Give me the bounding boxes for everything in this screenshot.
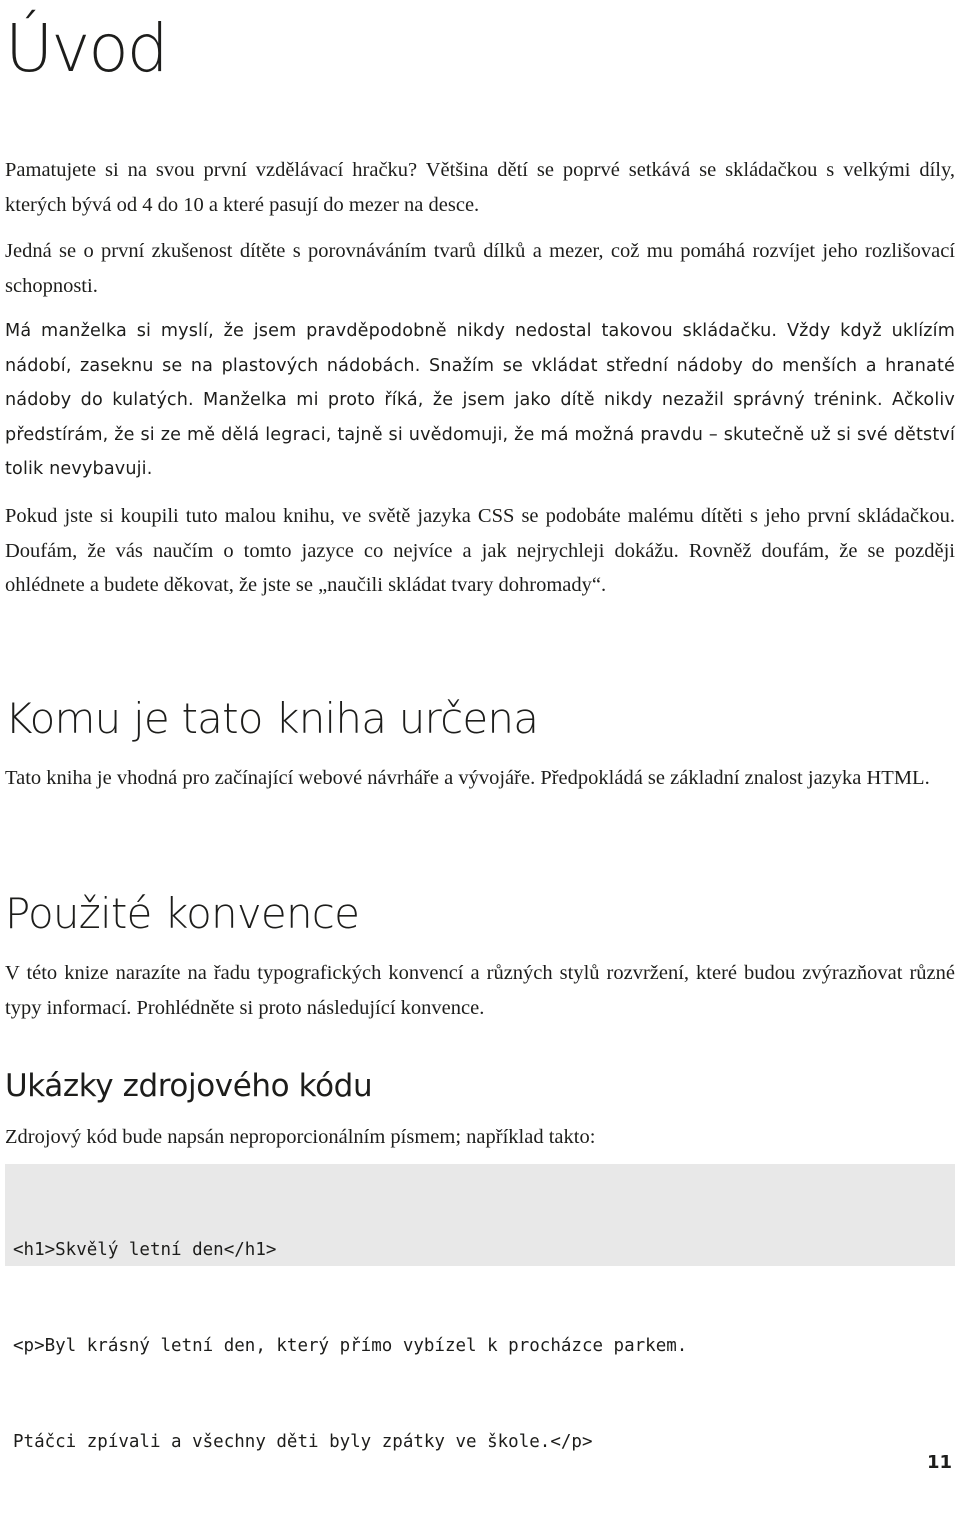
intro-paragraph-4: Pokud jste si koupili tuto malou knihu, ve světě jazyka CSS se podobáte malému dítěti s jeho první skládačkou. Doufám, že vás naučím o tomto jazyce co nejvíce a jak nejrychleji dokážu. Rovněž doufám, že se později ohlédnete a budete děkovat, že jste se „naučili skládat tvary dohromady“. — [5, 505, 955, 596]
intro-paragraph-3: Má manželka si myslí, že jsem pravděpodobně nikdy nedostal takovou skládačku. Vždy když uklízím nádobí, zaseknu se na plastových nádobách. Snažím se vkládat střední nádoby do menších a hranaté nádoby do kulatých. Manželka mi proto říká, že jsem jako dítě nikdy nezažil správný trénink. Ačkoliv předstírám, že si ze mě dělá legraci, tajně si uvědomuji, že má možná pravdu – skutečně už si své dětství tolik nevybavuji. — [5, 321, 955, 479]
audience-paragraph: Tato kniha je vhodná pro začínající webové návrháře a vývojáře. Předpokládá se základní znalost jazyka HTML. — [5, 767, 930, 789]
code-line: Ptáčci zpívali a všechny děti byly zpátky ve škole.</p> — [13, 1432, 593, 1452]
intro-paragraph-1: Pamatujete si na svou první vzdělávací hračku? Většina dětí se poprvé setkává se skládačkou s velkými díly, kterých bývá od 4 do 10 a které pasují do mezer na desce. — [5, 159, 955, 216]
code-line: <h1>Skvělý letní den</h1> — [13, 1240, 277, 1260]
code-line: <p>Byl krásný letní den, který přímo vybízel k procházce parkem. — [13, 1336, 688, 1356]
section-title-conventions: Použité konvence — [5, 889, 360, 938]
subsection-title-code: Ukázky zdrojového kódu — [5, 1068, 373, 1104]
conventions-paragraph: V této knize narazíte na řadu typografických konvencí a různých stylů rozvržení, které budou zvýrazňovat různé typy informací. Prohlédněte si proto následující konvence. — [5, 962, 955, 1019]
page-number: 11 — [926, 1452, 952, 1473]
intro-paragraph-2: Jedná se o první zkušenost dítěte s porovnáváním tvarů dílků a mezer, což mu pomáhá rozvíjet jeho rozlišovací schopnosti. — [5, 240, 955, 297]
code-sample-block — [5, 1164, 955, 1452]
chapter-title: Úvod — [5, 10, 167, 87]
section-title-audience: Komu je tato kniha určena — [5, 694, 539, 743]
code-intro-paragraph: Zdrojový kód bude napsán neproporcionálním písmem; například takto: — [5, 1126, 596, 1148]
